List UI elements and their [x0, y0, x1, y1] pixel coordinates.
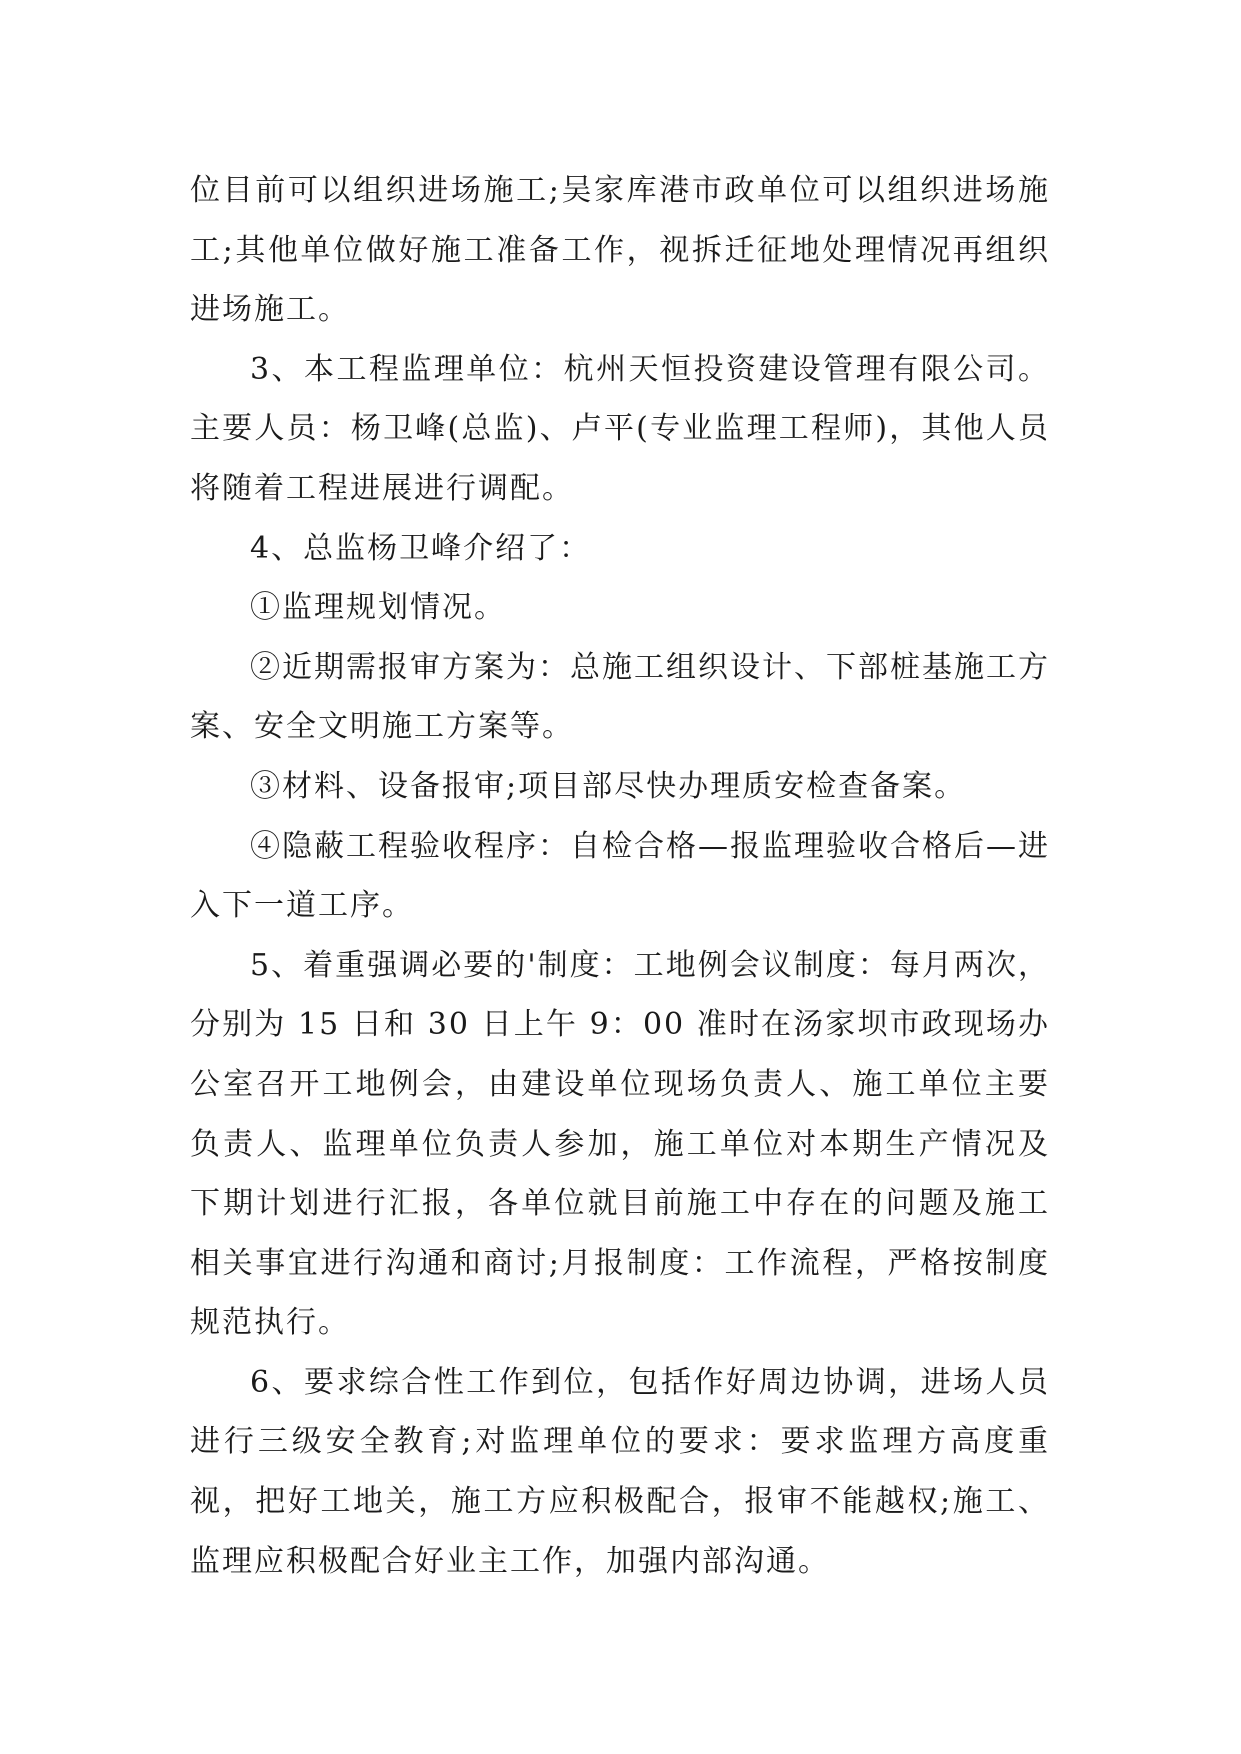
paragraph-supervision-unit: 3、本工程监理单位：杭州天恒投资建设管理有限公司。主要人员：杨卫峰(总监)、卢平(专业监理工程师)，其他人员将随着工程进展进行调配。 — [190, 351, 1050, 506]
list-item-materials-review: ③材料、设备报审;项目部尽快办理质安检查备案。 — [250, 768, 967, 804]
paragraph-site-entry: 位目前可以组织进场施工;吴家库港市政单位可以组织进场施工;其他单位做好施工准备工作，视拆迁征地处理情况再组织进场施工。 — [190, 173, 1050, 328]
paragraph-requirements: 6、要求综合性工作到位，包括作好周边协调，进场人员进行三级安全教育;对监理单位的要求：要求监理方高度重视，把好工地关，施工方应积极配合，报审不能越权;施工、监理应积极配合好业主工作，加强内部沟通。 — [190, 1364, 1050, 1579]
list-item-review-plans: ②近期需报审方案为：总施工组织设计、下部桩基施工方案、安全文明施工方案等。 — [190, 649, 1050, 745]
paragraph-chief-intro: 4、总监杨卫峰介绍了： — [250, 530, 592, 566]
list-item-supervision-plan: ①监理规划情况。 — [250, 590, 506, 626]
list-item-hidden-works: ④隐蔽工程验收程序：自检合格—报监理验收合格后—进入下一道工序。 — [190, 828, 1050, 924]
document-body — [190, 161, 1050, 1591]
paragraph-meeting-system: 5、着重强调必要的'制度：工地例会议制度：每月两次，分别为 15 日和 30 日上午 9：00 准时在汤家坝市政现场办公室召开工地例会，由建设单位现场负责人、施工单位主要负责人、监理单位负责人参加，施工单位对本期生产情况及下期计划进行汇报，各单位就目前施工中存在的问题及施工相关事宜进行沟通和商讨;月报制度：工作流程，严格按制度规范执行。 — [190, 947, 1050, 1341]
